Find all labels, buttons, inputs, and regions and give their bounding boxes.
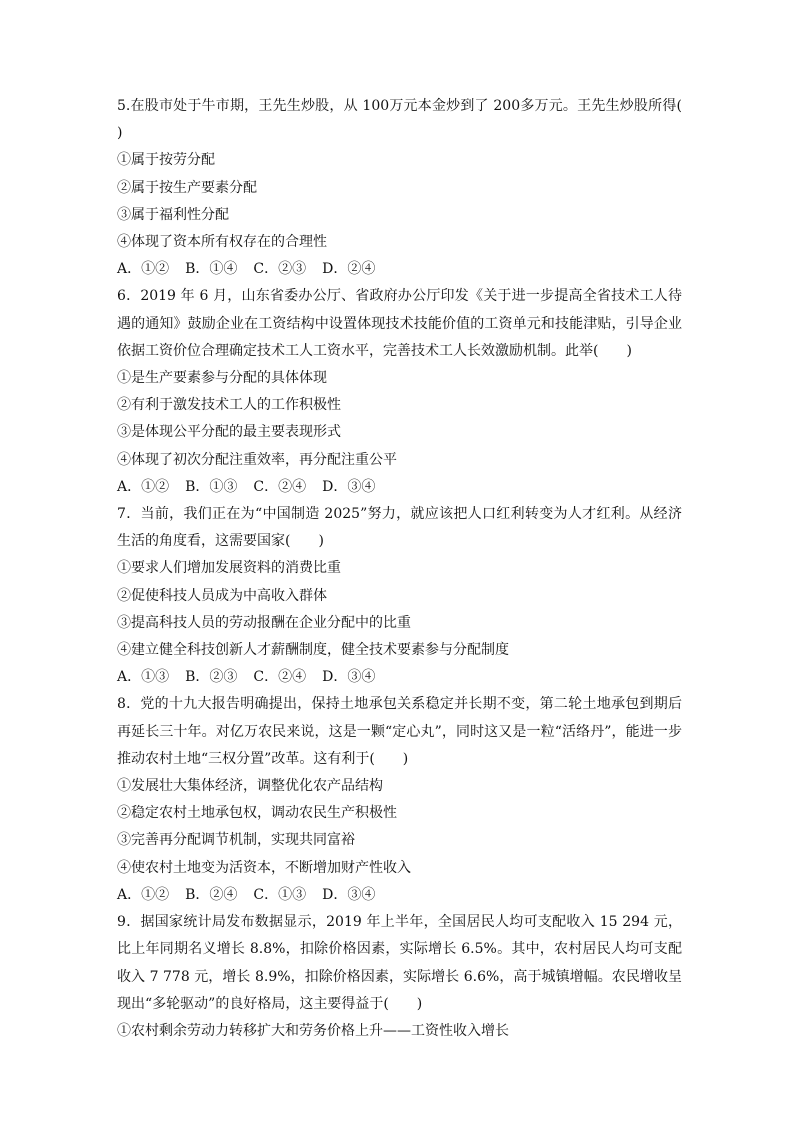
answer-b: B．②③ xyxy=(185,669,238,686)
question-list xyxy=(117,93,710,1045)
option-1: ①发展壮大集体经济，调整优化农产品结构 xyxy=(117,778,383,795)
question-5 xyxy=(117,93,710,283)
option-4: ④体现了初次分配注重效率，再分配注重公平 xyxy=(117,451,397,468)
option-3: ③是体现公平分配的最主要表现形式 xyxy=(117,424,341,441)
answer-a: A．①② xyxy=(117,886,170,903)
option-2: ②稳定农村土地承包权，调动农民生产积极性 xyxy=(117,805,397,822)
question-stem: 9．据国家统计局发布数据显示，2019 年上半年，全国居民人均可支配收入 15 294 元，比上年同期名义增长 8.8%，扣除价格因素，实际增长 6.5%。其中，农村居民人均可支配收入 7 778 元，增长 8.9%，扣除价格因素，实际增长 6.6%，高于城镇增幅。农民增收呈现出“多轮驱动”的良好格局，这主要得益于( ) xyxy=(117,914,682,1012)
answer-c: C．②④ xyxy=(253,478,307,495)
option-3: ③提高科技人员的劳动报酬在企业分配中的比重 xyxy=(117,614,411,631)
question-6 xyxy=(117,283,682,501)
question-stem: 8．党的十九大报告明确提出，保持土地承包关系稳定并长期不变，第二轮土地承包到期后再延长三十年。对亿万农民来说，这是一颗“定心丸”，同时这又是一粒“活络丹”，能进一步推动农村土地“三权分置”改革。这有利于( ) xyxy=(117,696,682,767)
option-1: ①是生产要素参与分配的具体体现 xyxy=(117,370,327,387)
question-7 xyxy=(117,501,682,691)
question-stem: 6．2019 年 6 月，山东省委办公厅、省政府办公厅印发《关于进一步提高全省技术工人待遇的通知》鼓励企业在工资结构中设置体现技术技能价值的工资单元和技能津贴，引导企业依据工资价位合理确定技术工人工资水平，完善技术工人长效激励机制。此举( ) xyxy=(117,288,682,359)
answer-a: A．①② xyxy=(117,478,170,495)
answer-d: D．③④ xyxy=(322,669,376,686)
answer-b: B．①③ xyxy=(185,478,238,495)
option-1: ①农村剩余劳动力转移扩大和劳务价格上升——工资性收入增长 xyxy=(117,1022,509,1039)
answer-choices xyxy=(117,256,682,283)
option-2: ②促使科技人员成为中高收入群体 xyxy=(117,587,327,604)
question-9 xyxy=(117,909,682,1045)
answer-b: B．①④ xyxy=(185,261,238,278)
option-4: ④建立健全科技创新人才薪酬制度，健全技术要素参与分配制度 xyxy=(117,642,509,659)
answer-choices xyxy=(117,474,682,501)
answer-b: B．②④ xyxy=(185,886,238,903)
option-1: ①属于按劳分配 xyxy=(117,152,215,169)
answer-d: D．③④ xyxy=(322,478,376,495)
question-stem: 5.在股市处于牛市期，王先生炒股，从 100万元本金炒到了 200多万元。王先生炒股所得( ) xyxy=(117,98,710,142)
answer-c: C．①③ xyxy=(253,886,307,903)
answer-c: C．②④ xyxy=(253,669,307,686)
answer-choices xyxy=(117,882,682,909)
answer-a: A．①③ xyxy=(117,669,170,686)
option-4: ④体现了资本所有权存在的合理性 xyxy=(117,234,327,251)
answer-choices xyxy=(117,664,682,691)
option-1: ①要求人们增加发展资料的消费比重 xyxy=(117,560,341,577)
answer-a: A．①② xyxy=(117,261,170,278)
answer-d: D．③④ xyxy=(322,886,376,903)
option-2: ②属于按生产要素分配 xyxy=(117,179,257,196)
answer-c: C．②③ xyxy=(253,261,307,278)
question-stem: 7．当前，我们正在为“中国制造 2025”努力，就应该把人口红利转变为人才红利。从经济生活的角度看，这需要国家( ) xyxy=(117,506,682,550)
option-4: ④使农村土地变为活资本，不断增加财产性收入 xyxy=(117,859,411,876)
option-2: ②有利于激发技术工人的工作积极性 xyxy=(117,397,341,414)
question-8 xyxy=(117,691,682,909)
option-3: ③属于福利性分配 xyxy=(117,206,229,223)
option-3: ③完善再分配调节机制，实现共同富裕 xyxy=(117,832,355,849)
answer-d: D．②④ xyxy=(322,261,376,278)
